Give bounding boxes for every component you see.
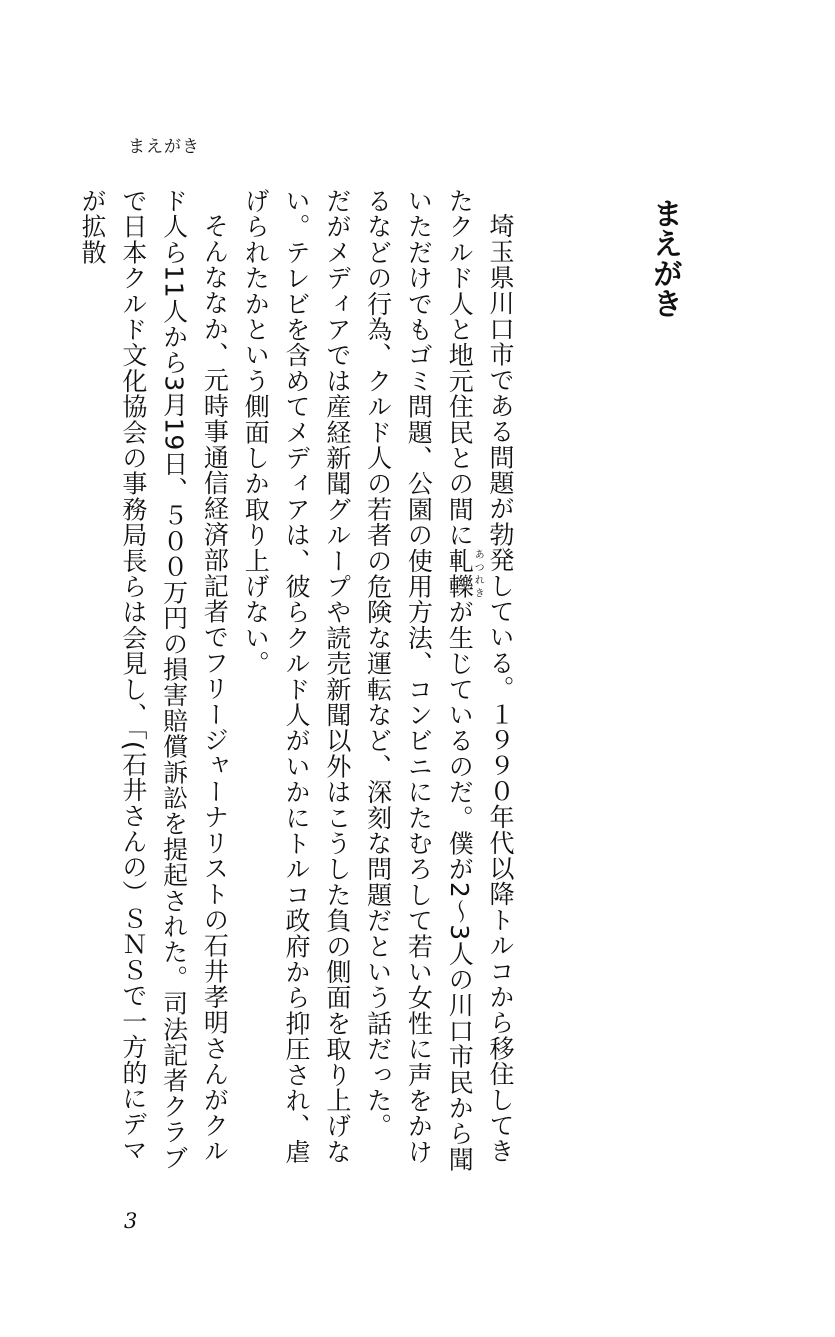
ruby-reading: あつれき (472, 547, 484, 600)
paragraph-2: だがメディアでは産経新聞グループや読売新聞以外はこうした負の側面を取り上げない。テレビを含めてメディアは、彼らクルド人がいかにトルコ政府から抑圧され、虐げられたかという側面しか取り上げない。 (241, 188, 352, 1165)
page-number: 3 (124, 1209, 138, 1233)
ruby-base: 軋轢 (445, 547, 475, 600)
body-text (78, 188, 520, 1188)
running-head: まえがき (128, 137, 200, 157)
paragraph-1-before: 埼玉県川口市である問題が勃発している。１９９０年代以降トルコから移住してきたクルド人と地元住民との間に (445, 188, 515, 1164)
paragraph-3: そんななか、元時事通信経済部記者でフリージャーナリストの石井孝明さんがクルド人ら11人から3月19日、５００万円の損害賠償訴訟を提起された。司法記者クラブで日本クルド文化協会の事務局長らは会見し、「(石井さんの）ＳＮＳで一方的にデマが拡散 (78, 188, 230, 1171)
paragraph-1-after: が生じているのだ。僕が2〜3人の川口市民から聞いただけでもゴミ問題、公園の使用方法、コンビニにたむろして若い女性に声をかけるなどの行為、クルド人の若者の危険な運転など、深刻な問題だという話だった。 (363, 188, 475, 1173)
paragraph-1 (357, 188, 520, 1188)
ruby-word (445, 547, 484, 600)
chapter-title: まえがき (647, 198, 682, 318)
